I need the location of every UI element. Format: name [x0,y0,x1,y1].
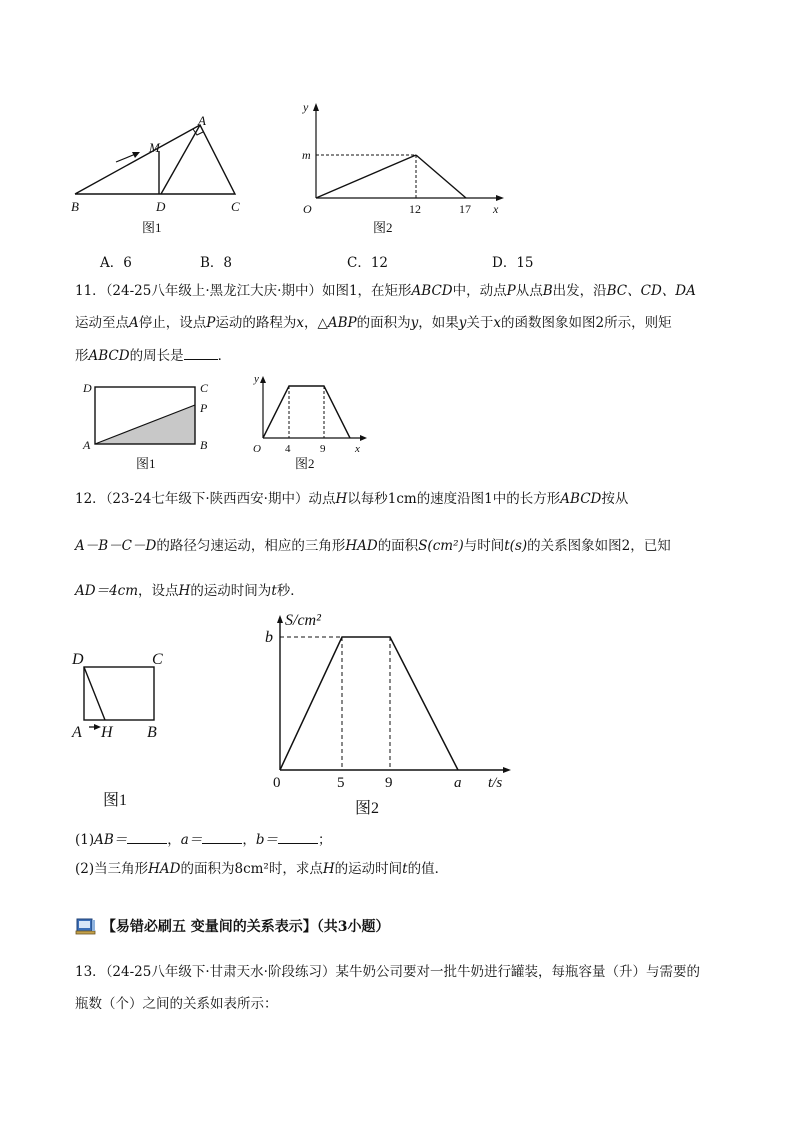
option-a: A．6 [100,255,132,271]
q13-line-1: 13．（24-25八年级下·甘肃天水·阶段练习）某牛奶公司要对一批牛奶进行罐装，每瓶容量（升）与需要的 [75,964,700,980]
q11-fig2-caption: 图2 [295,456,315,471]
book-icon [75,916,97,936]
q11-fig2-label-4: 4 [285,443,291,455]
section-title: 【易错必刷五 变量间的关系表示】（共3小题） [101,919,390,935]
q11-fig1-label-B: B [200,438,208,452]
q11-fig1-label-P: P [200,401,208,415]
q11-fig1-label-A: A [83,438,91,452]
q11-figure-1 [70,374,230,476]
q12-ab-blank [127,829,167,844]
fig2-label-x: x [493,202,499,216]
q12-b-blank [278,829,318,844]
q12-fig2-label-t: t/s [488,775,503,791]
fig2-label-y: y [303,100,309,114]
q12-fig1-label-D: D [72,651,84,668]
q11-line-1: 11．（24-25八年级上·黑龙江大庆·期中）如图1，在矩形ABCD中，动点P从点B出发，沿BC、CD、DA [75,283,696,299]
fig2-label-m: m [302,148,311,162]
q12-number: 12． [75,491,106,507]
q12-fig1-label-C: C [152,651,163,668]
fig2-label-17: 17 [459,202,471,216]
q12-fig2-label-5: 5 [337,775,345,791]
q12-sub-2: (2)当三角形HAD的面积为8cm²时，求点H的运动时间t的值． [75,861,449,877]
q11-answer-blank [184,345,218,360]
q12-line-2: A－B－C－D的路径匀速运动，相应的三角形HAD的面积S(cm²)与时间t(s)的关系图象如图2，已知 [75,538,671,554]
fig1-caption: 图1 [142,220,162,235]
q12-fig1-label-H: H [101,724,113,741]
fig1-label-D: D [156,199,166,214]
q12-figure-2 [255,605,520,820]
fig2-label-12: 12 [409,202,421,216]
fig2-caption: 图2 [373,220,393,235]
q12-fig2-label-a: a [454,775,462,791]
q11-number: 11． [75,283,106,299]
q11-fig2-label-y: y [254,373,259,385]
q13-source: （24-25八年级下·甘肃天水·阶段练习） [105,964,336,980]
q11-fig1-label-D: D [83,381,92,395]
q12-fig2-label-9: 9 [385,775,393,791]
q12-line-3: AD＝4cm，设点H的运动时间为t秒． [75,583,304,599]
q12-fig1-label-B: B [147,724,157,741]
q11-line-3: 形ABCD的周长是 ． [75,345,231,366]
q12-source: （23-24七年级下·陕西西安·期中） [105,491,309,507]
option-c: C．12 [347,255,389,271]
q12-line-1: 12．（23-24七年级下·陕西西安·期中）动点H以每秒1cm的速度沿图1中的长方形ABCD按从 [75,491,629,507]
q13-line-2: 瓶数（个）之间的关系如表所示： [75,996,278,1012]
q12-fig2-label-0: 0 [273,775,281,791]
q10-figure-2 [290,95,520,240]
q11-source: （24-25八年级上·黑龙江大庆·期中） [105,283,322,299]
q13-number: 13． [75,964,106,980]
q11-line-2: 运动至点A停止，设点P运动的路程为x，△ABP的面积为y，如果y关于x的函数图象如图2所示，则矩 [75,315,672,331]
q12-fig2-label-b: b [265,629,273,646]
fig1-label-B: B [71,199,79,214]
q12-figure-1 [65,640,185,815]
q11-fig2-label-9: 9 [320,443,326,455]
fig1-label-A: A [198,113,206,128]
option-b: B．8 [200,255,233,271]
fig1-label-C: C [231,199,240,214]
q10-figure-1 [60,110,260,240]
section-header [75,916,390,936]
q12-sub-1: (1)AB＝ ，a＝ ，b＝ ； [75,829,332,850]
q12-fig2-caption: 图2 [355,800,380,817]
q11-fig1-label-C: C [200,381,209,395]
q12-fig2-label-s: S/cm² [285,612,321,629]
fig2-label-o: O [303,202,312,216]
q11-fig2-label-o: O [253,443,261,455]
fig1-label-M: M [149,140,160,155]
q11-figure-2 [245,370,375,478]
q11-fig2-label-x: x [355,443,360,455]
q12-a-blank [202,829,242,844]
q11-fig1-caption: 图1 [136,456,156,471]
q12-fig1-caption: 图1 [103,792,128,809]
q12-fig1-label-A: A [72,724,82,741]
option-d: D．15 [492,255,534,271]
